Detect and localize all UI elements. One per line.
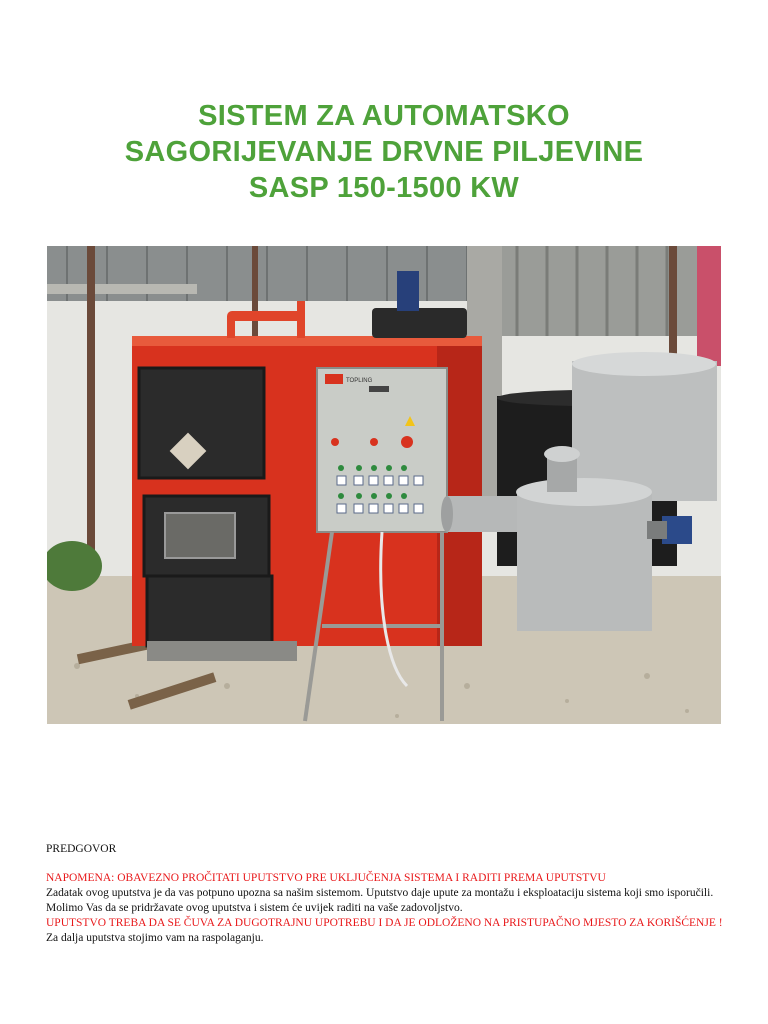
title-line-1: SISTEM ZA AUTOMATSKO [198,100,570,132]
preface-heading: PREDGOVOR [46,843,117,855]
request-paragraph: Molimo Vas da se pridržavate ovog uputstva i sistem će uvijek raditi na vaše zadovoljstvo. [46,902,463,914]
closing-paragraph: Za dalja uputstva stojimo vam na raspolaganju. [46,932,264,944]
title-line-3: SASP 150-1500 KW [248,172,520,204]
preface-section [46,842,726,946]
storage-warning: UPUTSTVO TREBA DA SE ČUVA ZA DUGOTRAJNU UPOTREBU I DA JE ODLOŽENO NA PRISTUPAČNO MJESTO ZA KORIŠĆENJE ! [46,917,723,929]
document-title [0,98,768,206]
notice-text: NAPOMENA: OBAVEZNO PROČITATI UPUTSTVO PRE UKLJUČENJA SISTEMA I RADITI PREMA UPUTSTVU [46,872,606,884]
product-photo [47,246,721,724]
panel-logo: TOPLING [346,378,373,384]
boiler-system-illustration [47,246,721,724]
title-line-2: SAGORIJEVANJE DRVNE PILJEVINE [124,136,644,168]
intro-paragraph: Zadatak ovog uputstva je da vas potpuno upozna sa našim sistemom. Uputstvo daje upute za montažu i eksploataciju sistema koji smo isporučili. [46,887,714,899]
